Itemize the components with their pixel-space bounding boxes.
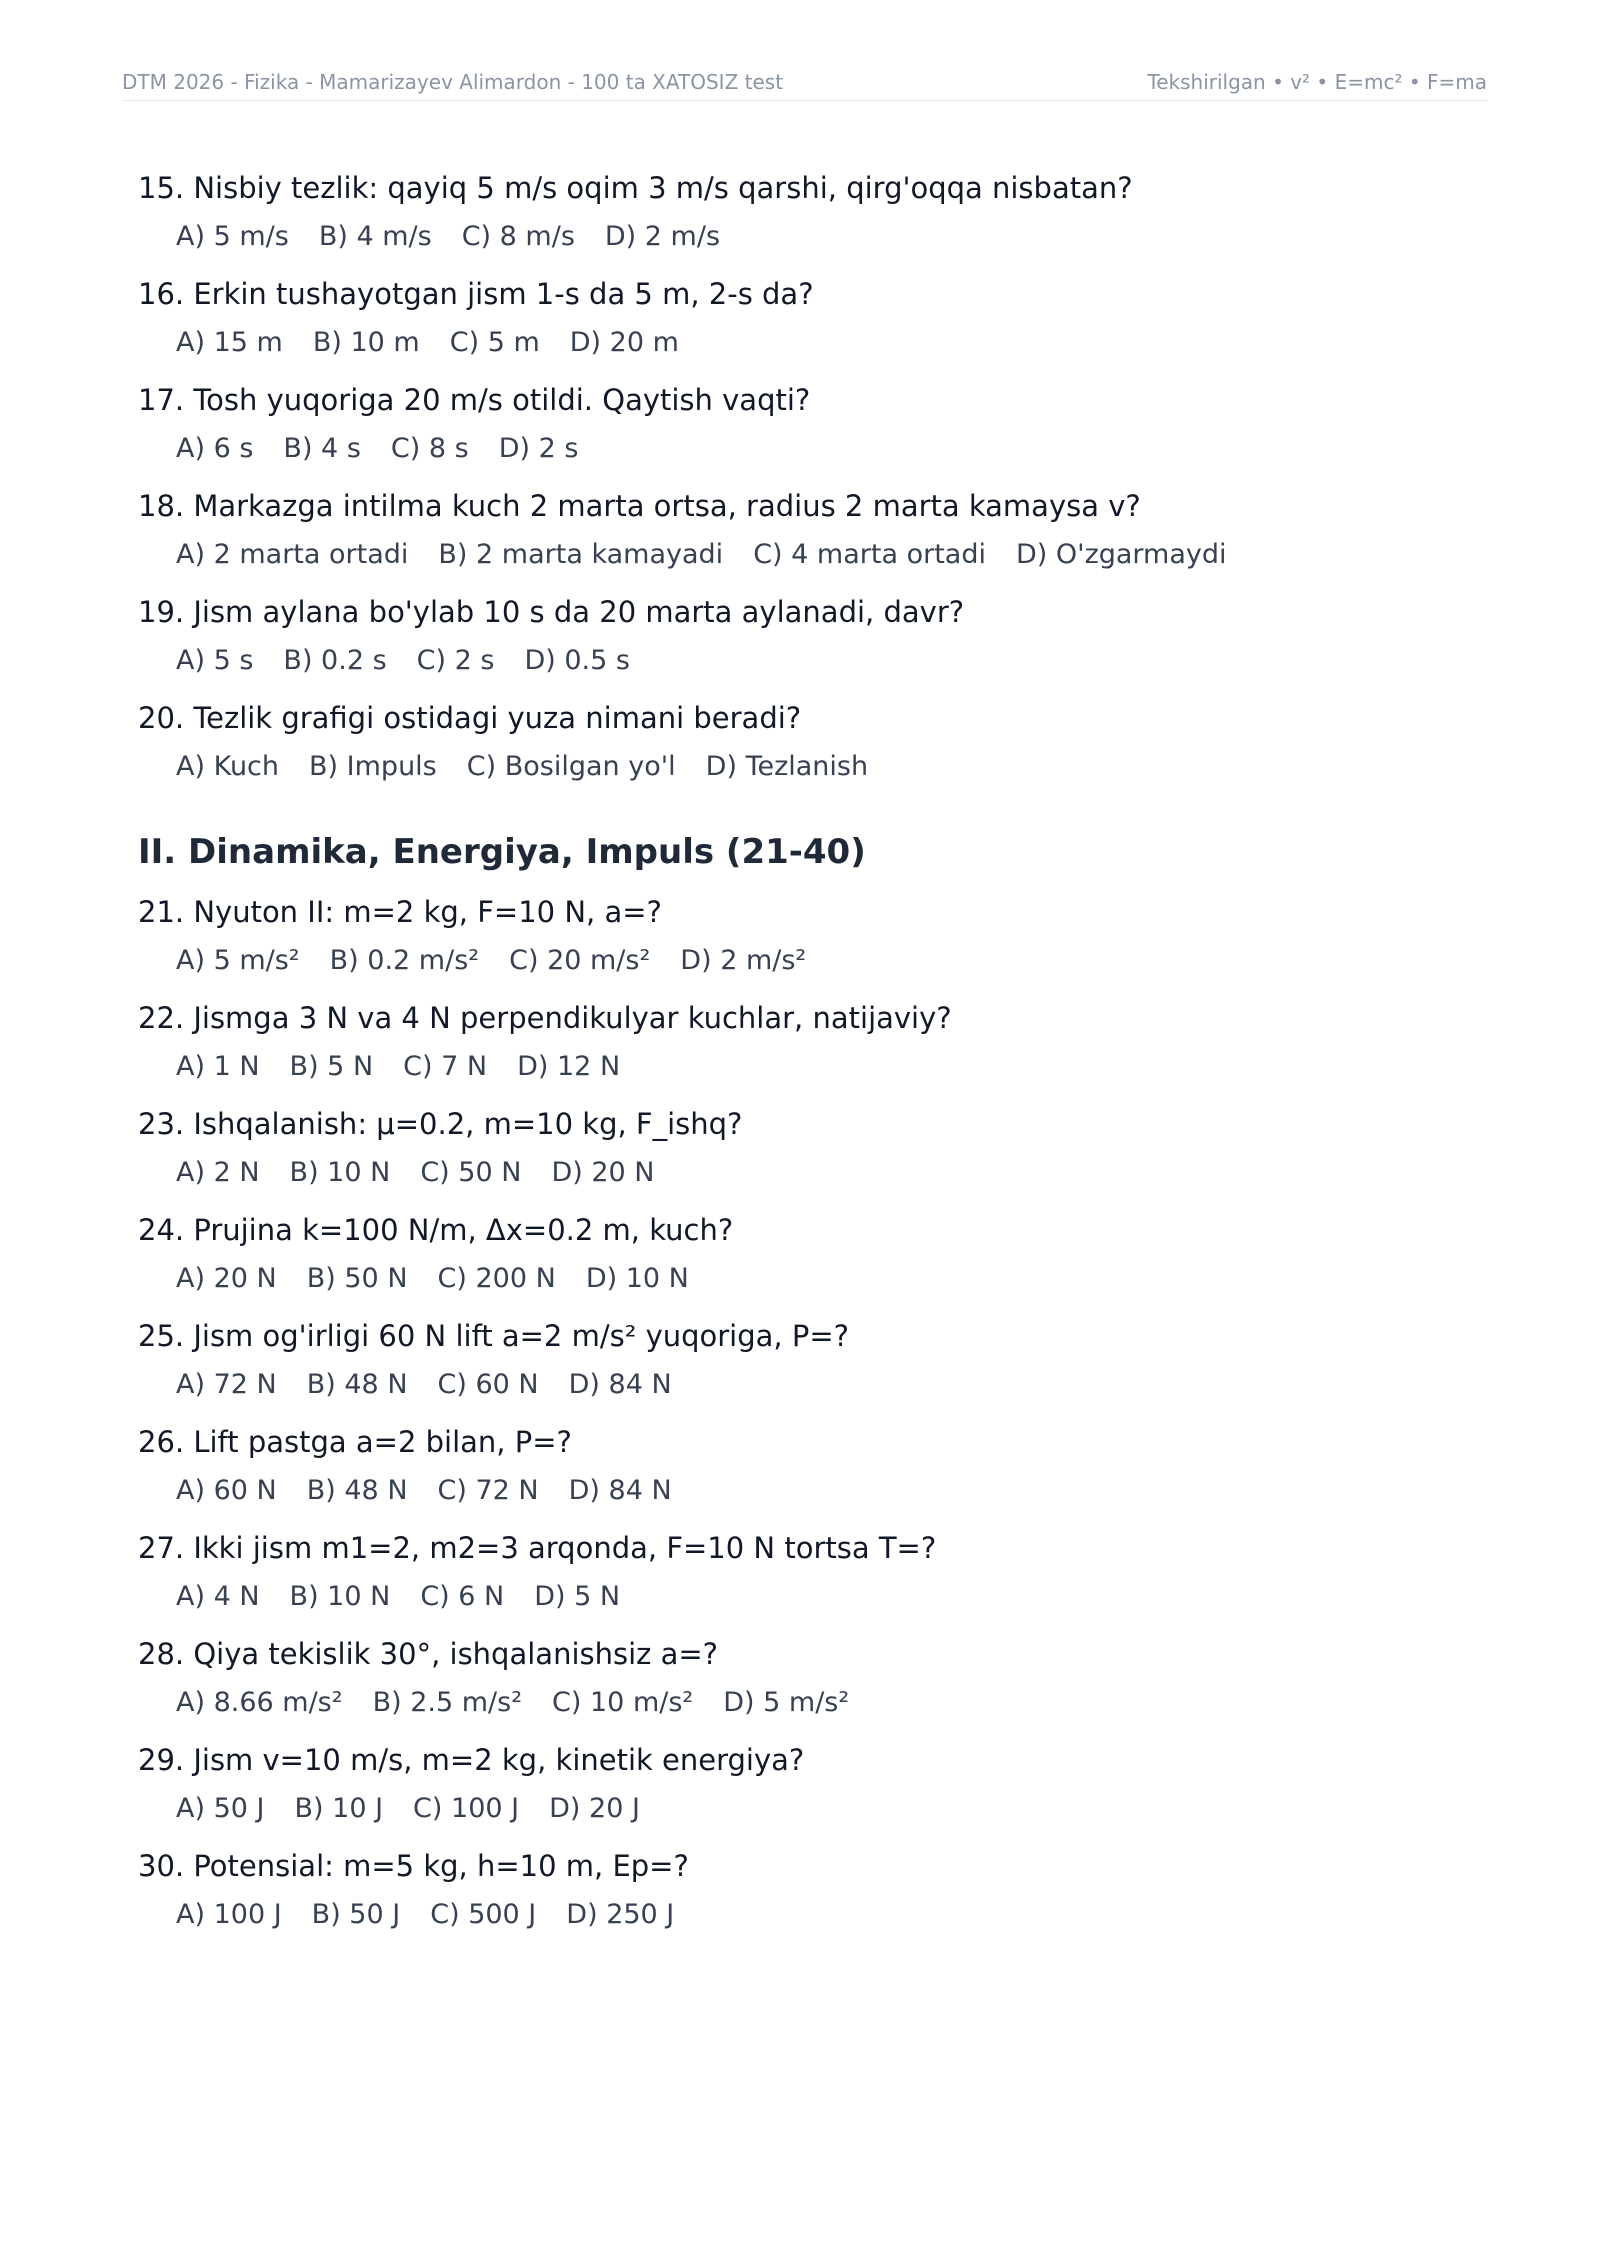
answer-option: A) 6 s [176, 433, 254, 464]
answer-options [138, 432, 1478, 466]
question-item [138, 276, 1478, 360]
answer-option: C) 5 m [449, 327, 540, 358]
answer-option: D) 84 N [568, 1475, 672, 1506]
question-text: 19. Jism aylana bo'ylab 10 s da 20 marta aylanadi, davr? [138, 595, 965, 629]
answer-option: B) 0.2 m/s² [329, 945, 480, 976]
answer-options [138, 1368, 1478, 1402]
question-list [138, 894, 1478, 1932]
answer-option: D) 84 N [568, 1369, 672, 1400]
page-content [138, 170, 1478, 1954]
answer-option: A) 15 m [176, 327, 283, 358]
answer-option: A) 72 N [176, 1369, 277, 1400]
answer-option: C) 10 m/s² [552, 1687, 694, 1718]
answer-options [138, 1156, 1478, 1190]
answer-option: D) 20 J [549, 1793, 640, 1824]
question-item [138, 1848, 1478, 1932]
answer-options [138, 1262, 1478, 1296]
question-item [138, 1742, 1478, 1826]
answer-option: B) 4 m/s [318, 221, 432, 252]
answer-option: B) 5 N [289, 1051, 374, 1082]
question-text: 23. Ishqalanish: μ=0.2, m=10 kg, F_ishq? [138, 1107, 743, 1141]
answer-option: C) 6 N [420, 1581, 505, 1612]
answer-options [138, 750, 1478, 784]
section-title: II. Dinamika, Energiya, Impuls (21-40) [138, 832, 866, 872]
answer-option: C) 50 N [420, 1157, 522, 1188]
answer-option: C) 72 N [437, 1475, 539, 1506]
answer-option: A) 2 N [176, 1157, 260, 1188]
answer-option: C) 8 m/s [461, 221, 575, 252]
question-text: 18. Markazga intilma kuch 2 marta ortsa, radius 2 marta kamaysa v? [138, 489, 1141, 523]
question-text: 16. Erkin tushayotgan jism 1-s da 5 m, 2-s da? [138, 277, 814, 311]
answer-option: D) Tezlanish [705, 751, 869, 782]
question-item [138, 382, 1478, 466]
answer-option: A) 2 marta ortadi [176, 539, 409, 570]
answer-option: C) 2 s [416, 645, 495, 676]
question-text: 27. Ikki jism m1=2, m2=3 arqonda, F=10 N tortsa T=? [138, 1531, 937, 1565]
header-tags: Tekshirilgan • v² • E=mc² • F=ma [1147, 70, 1487, 94]
question-item [138, 594, 1478, 678]
answer-option: B) 0.2 s [283, 645, 387, 676]
question-item [138, 700, 1478, 784]
answer-option: C) 4 marta ortadi [753, 539, 986, 570]
answer-option: A) 20 N [176, 1263, 277, 1294]
answer-option: C) 8 s [390, 433, 469, 464]
question-item [138, 1106, 1478, 1190]
answer-options [138, 1898, 1478, 1932]
answer-option: A) 5 m/s² [176, 945, 300, 976]
question-item [138, 1530, 1478, 1614]
answer-option: C) 60 N [437, 1369, 539, 1400]
question-item [138, 1212, 1478, 1296]
answer-option: B) 10 m [312, 327, 420, 358]
question-item [138, 1000, 1478, 1084]
question-text: 24. Prujina k=100 N/m, Δx=0.2 m, kuch? [138, 1213, 734, 1247]
answer-option: D) O'zgarmaydi [1015, 539, 1227, 570]
answer-option: D) 2 m/s² [680, 945, 807, 976]
answer-option: A) 60 N [176, 1475, 277, 1506]
answer-option: B) 48 N [306, 1369, 408, 1400]
answer-option: A) Kuch [176, 751, 280, 782]
answer-option: A) 4 N [176, 1581, 260, 1612]
answer-option: D) 250 J [566, 1899, 675, 1930]
answer-option: D) 2 m/s [604, 221, 721, 252]
question-text: 28. Qiya tekislik 30°, ishqalanishsiz a=? [138, 1637, 719, 1671]
answer-option: D) 12 N [517, 1051, 621, 1082]
answer-option: C) 500 J [430, 1899, 537, 1930]
question-text: 26. Lift pastga a=2 bilan, P=? [138, 1425, 572, 1459]
answer-option: D) 2 s [498, 433, 579, 464]
answer-option: C) 7 N [403, 1051, 488, 1082]
answer-option: A) 100 J [176, 1899, 282, 1930]
answer-option: B) 10 J [294, 1793, 384, 1824]
answer-option: D) 0.5 s [524, 645, 630, 676]
answer-option: A) 5 m/s [176, 221, 289, 252]
answer-option: C) Bosilgan yo'l [466, 751, 676, 782]
answer-option: A) 1 N [176, 1051, 260, 1082]
answer-options [138, 1474, 1478, 1508]
answer-option: B) 50 N [306, 1263, 408, 1294]
answer-option: B) 2.5 m/s² [372, 1687, 523, 1718]
answer-option: B) 2 marta kamayadi [438, 539, 724, 570]
question-text: 25. Jism og'irligi 60 N lift a=2 m/s² yuqoriga, P=? [138, 1319, 850, 1353]
answer-option: D) 5 N [534, 1581, 621, 1612]
header-title: DTM 2026 - Fizika - Mamarizayev Alimardon - 100 ta XATOSIZ test [122, 70, 784, 94]
answer-option: B) Impuls [309, 751, 437, 782]
answer-option: B) 50 J [311, 1899, 401, 1930]
question-item [138, 170, 1478, 254]
answer-options [138, 1792, 1478, 1826]
answer-option: D) 5 m/s² [723, 1687, 850, 1718]
answer-option: A) 8.66 m/s² [176, 1687, 343, 1718]
question-text: 21. Nyuton II: m=2 kg, F=10 N, a=? [138, 895, 662, 929]
answer-option: D) 20 m [569, 327, 679, 358]
answer-options [138, 1580, 1478, 1614]
question-text: 22. Jismga 3 N va 4 N perpendikulyar kuchlar, natijaviy? [138, 1001, 952, 1035]
answer-option: B) 10 N [289, 1157, 391, 1188]
answer-options [138, 220, 1478, 254]
answer-options [138, 538, 1478, 572]
answer-option: D) 20 N [551, 1157, 655, 1188]
question-item [138, 1424, 1478, 1508]
answer-options [138, 944, 1478, 978]
answer-option: B) 48 N [306, 1475, 408, 1506]
answer-option: C) 200 N [437, 1263, 556, 1294]
page-header [122, 70, 1487, 101]
question-list [138, 170, 1478, 784]
answer-option: B) 10 N [289, 1581, 391, 1612]
answer-option: D) 10 N [585, 1263, 689, 1294]
question-text: 17. Tosh yuqoriga 20 m/s otildi. Qaytish vaqti? [138, 383, 811, 417]
answer-options [138, 1686, 1478, 1720]
answer-option: A) 50 J [176, 1793, 265, 1824]
question-item [138, 894, 1478, 978]
answer-option: C) 20 m/s² [509, 945, 651, 976]
question-item [138, 1636, 1478, 1720]
question-text: 15. Nisbiy tezlik: qayiq 5 m/s oqim 3 m/s qarshi, qirg'oqqa nisbatan? [138, 171, 1133, 205]
question-text: 30. Potensial: m=5 kg, h=10 m, Ep=? [138, 1849, 689, 1883]
answer-options [138, 644, 1478, 678]
answer-option: A) 5 s [176, 645, 254, 676]
answer-option: B) 4 s [283, 433, 361, 464]
question-text: 20. Tezlik grafigi ostidagi yuza nimani beradi? [138, 701, 802, 735]
answer-options [138, 326, 1478, 360]
answer-options [138, 1050, 1478, 1084]
answer-option: C) 100 J [413, 1793, 520, 1824]
question-item [138, 488, 1478, 572]
question-item [138, 1318, 1478, 1402]
question-text: 29. Jism v=10 m/s, m=2 kg, kinetik energiya? [138, 1743, 805, 1777]
